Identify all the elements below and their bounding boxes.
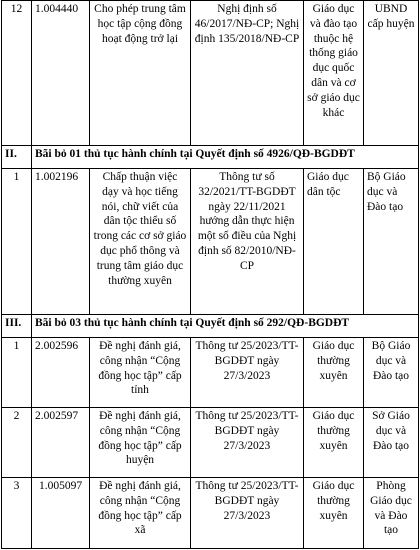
procedure-code: 1.002196: [32, 169, 90, 315]
field: Giáo dục thường xuyên: [304, 408, 364, 478]
legal-basis: Thông tư số 32/2021/TT-BGDĐT ngày 22/11/2021 hướng dẫn thực hiện một số điều của Nghị định số 82/2010/NĐ-CP: [191, 169, 304, 315]
table-row: [2, 338, 419, 408]
legal-basis: Nghị định số 46/2017/NĐ-CP; Nghị định 135/2018/NĐ-CP: [191, 1, 304, 146]
implementing-agency: Bộ Giáo dục và Đào tạo: [364, 169, 419, 315]
section-row: [2, 146, 419, 169]
field: Giáo dục thường xuyên: [304, 338, 364, 408]
implementing-agency: Sở Giáo dục và Đào tạo: [364, 408, 419, 478]
procedure-code: 2.002597: [32, 408, 90, 478]
procedures-table: [1, 0, 419, 549]
legal-basis: Thông tư 25/2023/TT-BGDĐT ngày 27/3/2023: [191, 338, 304, 408]
row-index: 1: [2, 338, 32, 408]
row-index: 3: [2, 478, 32, 549]
table-row: [2, 408, 419, 478]
procedure-name: Đề nghị đánh giá, công nhận “Cộng đồng học tập” cấp tỉnh: [90, 338, 191, 408]
field: Giáo dục và đào tạo thuộc hệ thống giáo dục quốc dân và cơ sở giáo dục khác: [304, 1, 364, 146]
procedure-name: Đề nghị đánh giá, công nhận “Cộng đồng học tập” cấp xã: [90, 478, 191, 549]
field: Giáo dục dân tộc: [304, 169, 364, 315]
procedure-code: 1.005097: [32, 478, 90, 549]
implementing-agency: Bộ Giáo dục và Đào tạo: [364, 338, 419, 408]
row-index: 12: [2, 1, 32, 146]
procedure-name: Cho phép trung tâm học tập cộng đồng hoạt động trở lại: [90, 1, 191, 146]
table-row: [2, 1, 419, 146]
legal-basis: Thông tư 25/2023/TT-BGDĐT ngày 27/3/2023: [191, 478, 304, 549]
section-number: III.: [2, 315, 32, 338]
procedure-code: 2.002596: [32, 338, 90, 408]
section-title: Bãi bỏ 01 thủ tục hành chính tại Quyết định số 4926/QĐ-BGDĐT: [32, 146, 419, 169]
field: Giáo dục thường xuyên: [304, 478, 364, 549]
row-index: 1: [2, 169, 32, 315]
section-title: Bãi bỏ 03 thủ tục hành chính tại Quyết định số 292/QĐ-BGDĐT: [32, 315, 419, 338]
implementing-agency: Phòng Giáo dục và Đào tạo: [364, 478, 419, 549]
table-row: [2, 169, 419, 315]
section-row: [2, 315, 419, 338]
procedure-name: Đề nghị đánh giá, công nhận “Cộng đồng học tập” cấp huyện: [90, 408, 191, 478]
row-index: 2: [2, 408, 32, 478]
section-number: II.: [2, 146, 32, 169]
procedure-code: 1.004440: [32, 1, 90, 146]
implementing-agency: UBND cấp huyện: [364, 1, 419, 146]
legal-basis: Thông tư 25/2023/TT-BGDĐT ngày 27/3/2023: [191, 408, 304, 478]
table-row: [2, 478, 419, 549]
procedure-name: Chấp thuận việc dạy và học tiếng nói, chữ viết của dân tộc thiểu số trong các cơ sở giáo dục phổ thông và trung tâm giáo dục thường xuyên: [90, 169, 191, 315]
